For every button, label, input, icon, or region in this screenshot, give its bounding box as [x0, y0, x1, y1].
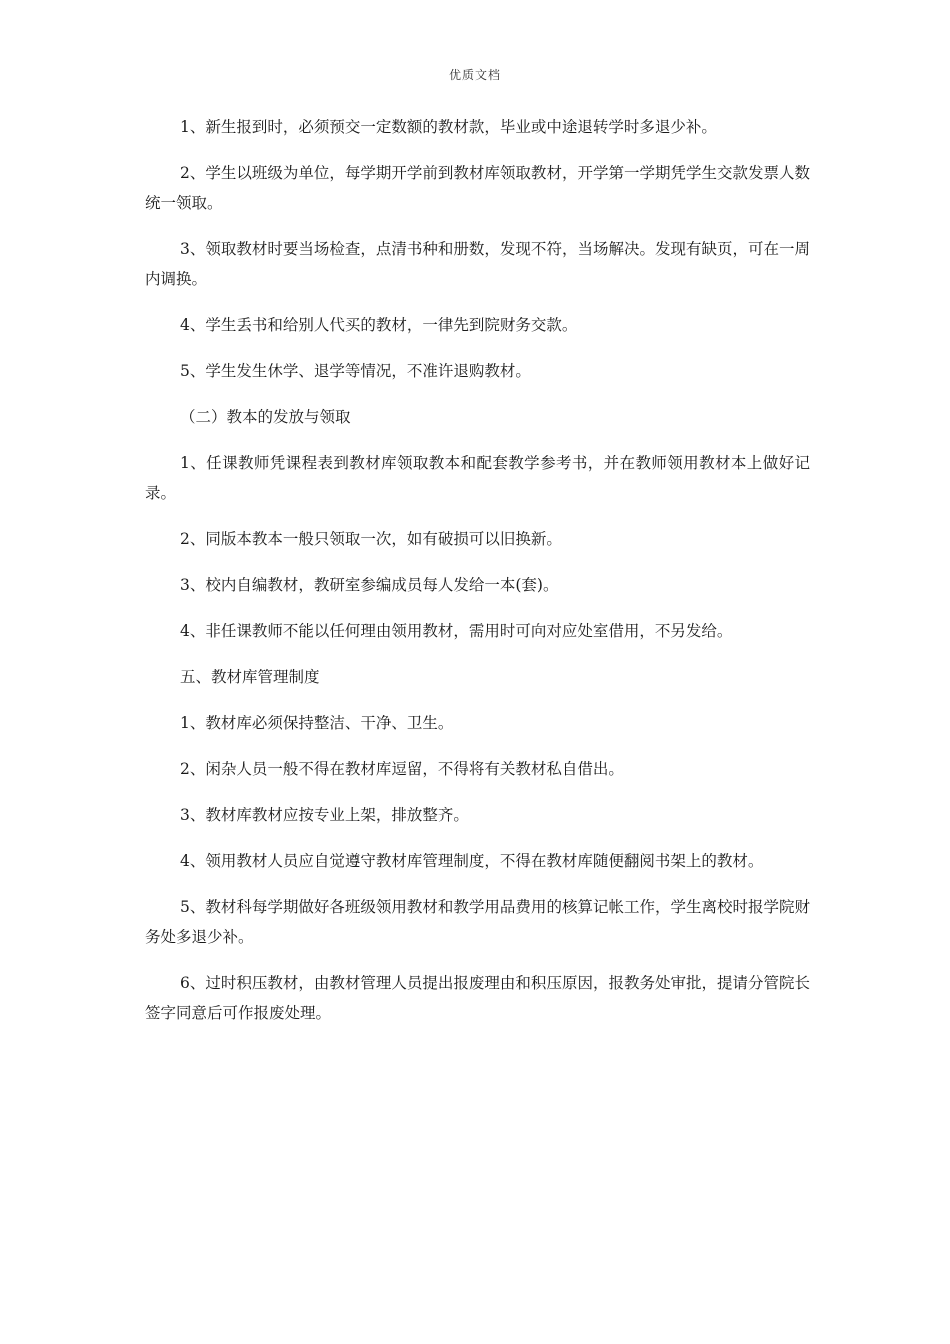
paragraph: 3、校内自编教材，教研室参编成员每人发给一本(套)。: [180, 576, 559, 594]
paragraph: 1、新生报到时，必须预交一定数额的教材款，毕业或中途退转学时多退少补。: [180, 118, 717, 136]
paragraph: 4、非任课教师不能以任何理由领用教材，需用时可向对应处室借用，不另发给。: [180, 622, 733, 640]
paragraph: 4、学生丢书和给别人代买的教材，一律先到院财务交款。: [180, 316, 578, 334]
paragraph: 1、教材库必须保持整洁、干净、卫生。: [180, 714, 454, 732]
paragraph: 4、领用教材人员应自觉遵守教材库管理制度，不得在教材库随便翻阅书架上的教材。: [180, 852, 764, 870]
paragraph: 1、任课教师凭课程表到教材库领取教本和配套教学参考书，并在教师领用教材本上做好记录。: [145, 454, 810, 502]
paragraph: 2、闲杂人员一般不得在教材库逗留，不得将有关教材私自借出。: [180, 760, 624, 778]
paragraph: 2、学生以班级为单位，每学期开学前到教材库领取教材，开学第一学期凭学生交款发票人数统一领取。: [145, 164, 810, 212]
paragraph: 3、教材库教材应按专业上架，排放整齐。: [180, 806, 469, 824]
paragraph: 3、领取教材时要当场检查，点清书种和册数，发现不符，当场解决。发现有缺页，可在一周内调换。: [145, 240, 810, 288]
section-heading: （二）教本的发放与领取: [180, 408, 351, 426]
paragraph: 6、过时积压教材，由教材管理人员提出报废理由和积压原因，报教务处审批，提请分管院长签字同意后可作报废处理。: [145, 974, 810, 1022]
section-heading: 五、教材库管理制度: [180, 668, 320, 686]
document-body: [145, 112, 810, 1044]
paragraph: 5、学生发生休学、退学等情况，不准许退购教材。: [180, 362, 531, 380]
paragraph: 5、教材科每学期做好各班级领用教材和教学用品费用的核算记帐工作，学生离校时报学院财务处多退少补。: [145, 898, 810, 946]
paragraph: 2、同版本教本一般只领取一次，如有破损可以旧换新。: [180, 530, 562, 548]
page-header: 优质文档: [448, 68, 501, 82]
